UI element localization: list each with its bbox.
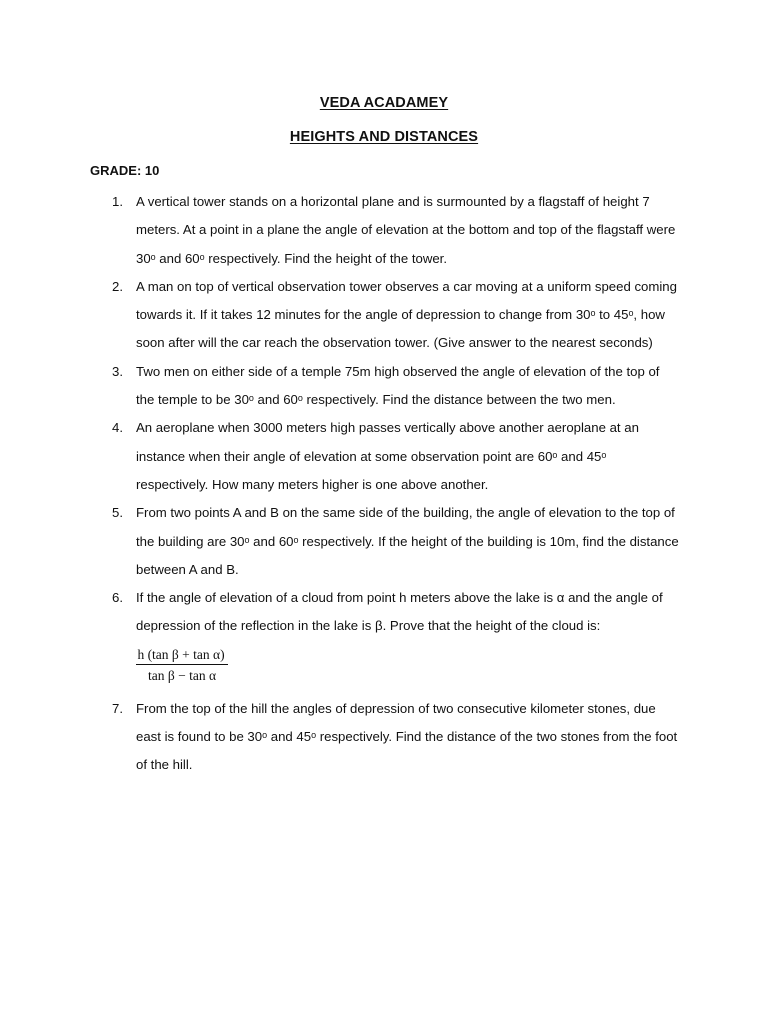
- question-text: If the angle of elevation of a cloud from point h meters above the lake is α and the angle of depression of the reflection in the lake is β. Prove that the height of the cloud is:: [136, 590, 663, 634]
- question-number: 7.: [112, 700, 123, 716]
- question-list: [0, 188, 768, 779]
- question-number: 5.: [112, 505, 123, 521]
- question-item: [0, 414, 681, 499]
- question-item: [0, 695, 681, 780]
- worksheet-title: HEIGHTS AND DISTANCES: [289, 129, 479, 145]
- question-item: [0, 273, 681, 358]
- formula-numerator: h (tan β + tan α): [136, 646, 228, 666]
- question-text: An aeroplane when 3000 meters high passes vertically above another aeroplane at an instance when their angle of elevation at some observation point are 60ᵒ and 45ᵒ respectively. How many meters higher is one above another.: [136, 420, 639, 492]
- height-formula: [136, 646, 228, 685]
- question-item: [0, 188, 681, 273]
- question-number: 2.: [112, 278, 123, 294]
- question-number: 6.: [112, 590, 123, 606]
- question-text: Two men on either side of a temple 75m high observed the angle of elevation of the top of the temple to be 30ᵒ and 60ᵒ respectively. Find the distance between the two men.: [136, 363, 660, 408]
- grade-label: GRADE: 10: [90, 163, 160, 178]
- question-item: [0, 584, 681, 690]
- academy-title: VEDA ACADAMEY: [319, 95, 449, 111]
- question-text: From two points A and B on the same side of the building, the angle of elevation to the top of the building are 30ᵒ and 60ᵒ respectively. If the height of the building is 10m, find the distance between A and B.: [136, 505, 679, 577]
- question-text: A man on top of vertical observation tower observes a car moving at a uniform speed coming towards it. If it takes 12 minutes for the angle of depression to change from 30ᵒ to 45ᵒ, how soon after will the car reach the observation tower. (Give answer to the nearest seconds): [136, 278, 677, 351]
- question-item: [0, 499, 681, 584]
- question-item: [0, 358, 681, 415]
- question-text: From the top of the hill the angles of depression of two consecutive kilometer stones, due east is found to be 30ᵒ and 45ᵒ respectively. Find the distance of the two stones from the foot of the hill.: [136, 700, 678, 773]
- question-number: 1.: [112, 194, 123, 209]
- question-number: 3.: [112, 363, 123, 379]
- formula-denominator: tan β − tan α: [148, 668, 217, 684]
- question-text: A vertical tower stands on a horizontal plane and is surmounted by a flagstaff of height 7 meters. At a point in a plane the angle of elevation at the bottom and top of the flagstaff were 30ᵒ and 60ᵒ respectively. Find the height of the tower.: [136, 194, 676, 266]
- question-number: 4.: [112, 420, 123, 436]
